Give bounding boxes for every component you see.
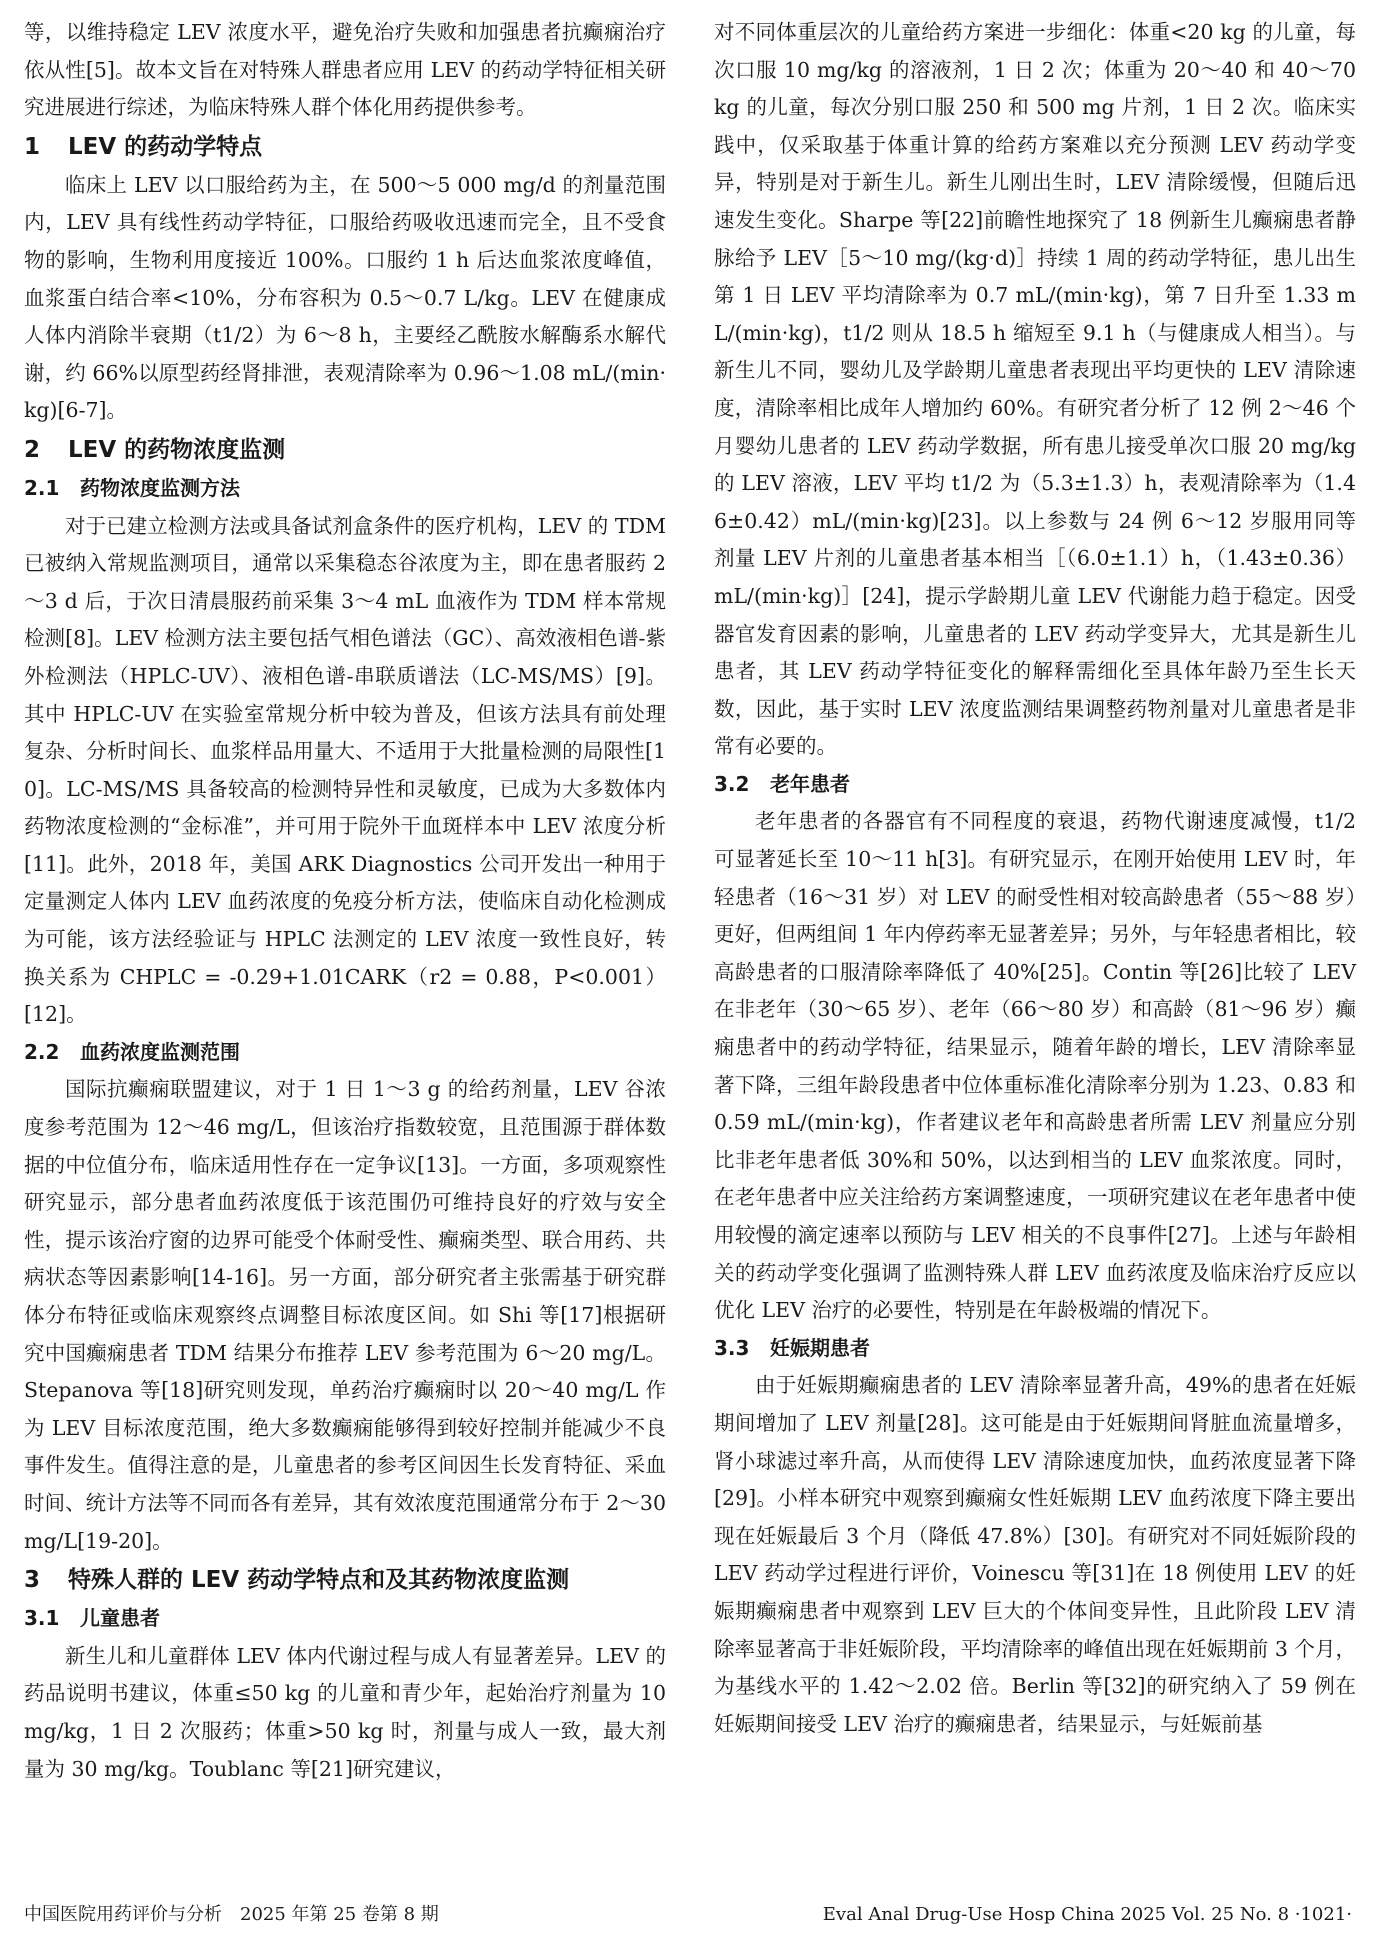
left-column xyxy=(24,14,666,1788)
right-column xyxy=(714,14,1356,1743)
section-title: 儿童患者 xyxy=(80,1606,160,1631)
section-title: 妊娠期患者 xyxy=(770,1335,870,1360)
section-number: 3.2 xyxy=(714,771,750,796)
section-3-1-heading xyxy=(24,1600,666,1638)
section-2-1-paragraph: 对于已建立检测方法或具备试剂盒条件的医疗机构，LEV 的 TDM 已被纳入常规监测项目，通常以采集稳态谷浓度为主，即在患者服药 2～3 d 后，于次日清晨服药前采集 3～4 mL 血液作为 TDM 样本常规检测[8]。LEV 检测方法主要包括气相色谱法（GC）、高效液相色谱-紫外检测法（HPLC-UV）、液相色谱-串联质谱法（LC-MS/MS）[9]。其中 HPLC-UV 在实验室常规分析中较为普及，但该方法具有前处理复杂、分析时间长、血浆样品用量大、不适用于大批量检测的局限性[10]。LC-MS/MS 具备较高的检测特异性和灵敏度，已成为大多数体内药物浓度检测的“金标准”，并可用于院外干血斑样本中 LEV 浓度分析[11]。此外，2018 年，美国 ARK Diagnostics 公司开发出一种用于定量测定人体内 LEV 血药浓度的免疫分析方法，使临床自动化检测成为可能，该方法经验证与 HPLC 法测定的 LEV 浓度一致性良好，转换关系为 CHPLC = -0.29+1.01CARK（r2 = 0.88，P<0.001）[12]。 xyxy=(24,513,666,1027)
journal-name-footer: 中国医院用药评价与分析 2025 年第 25 卷第 8 期 xyxy=(24,1904,439,1925)
article-page xyxy=(24,14,1356,1874)
section-3-3-heading xyxy=(714,1330,1356,1368)
section-3-2-paragraph: 老年患者的各器官有不同程度的衰退，药物代谢速度减慢，t1/2 可显著延长至 10～11 h[3]。有研究显示，在刚开始使用 LEV 时，年轻患者（16～31 岁）对 LEV 的耐受性相对较高龄患者（55～88 岁）更好，但两组间 1 年内停药率无显著差异；另外，与年轻患者相比，较高龄患者的口服清除率降低了 40%[25]。Contin 等[26]比较了 LEV 在非老年（30～65 岁）、老年（66～80 岁）和高龄（81～96 岁）癫痫患者中的药动学特征，结果显示，随着年龄的增长，LEV 清除率显著下降，三组年龄段患者中位体重标准化清除率分别为 1.23、0.83 和 0.59 mL/(min·kg)，作者建议老年和高龄患者所需 LEV 剂量应分别比非老年患者低 30%和 50%，以达到相当的 LEV 血浆浓度。同时，在老年患者中应关注给药方案调整速度，一项研究建议在老年患者中使用较慢的滴定速率以预防与 LEV 相关的不良事件[27]。上述与年龄相关的药动学变化强调了监测特殊人群 LEV 血药浓度及临床治疗反应以优化 LEV 治疗的必要性，特别是在年龄极端的情况下。 xyxy=(714,809,1356,1323)
page-footer xyxy=(24,1900,1352,1930)
section-number: 2.1 xyxy=(24,475,60,500)
section-3-heading xyxy=(24,1560,666,1600)
section-2-2-paragraph: 国际抗癫痫联盟建议，对于 1 日 1～3 g 的给药剂量，LEV 谷浓度参考范围为 12～46 mg/L，但该治疗指数较宽，且范围源于群体数据的中位值分布，临床适用性存在一定争议[13]。一方面，多项观察性研究显示，部分患者血药浓度低于该范围仍可维持良好的疗效与安全性，提示该治疗窗的边界可能受个体耐受性、癫痫类型、联合用药、共病状态等因素影响[14-16]。另一方面，部分研究者主张需基于研究群体分布特征或临床观察终点调整目标浓度区间。如 Shi 等[17]根据研究中国癫痫患者 TDM 结果分布推荐 LEV 参考范围为 6～20 mg/L。Stepanova 等[18]研究则发现，单药治疗癫痫时以 20～40 mg/L 作为 LEV 目标浓度范围，绝大多数癫痫能够得到较好控制并能减少不良事件发生。值得注意的是，儿童患者的参考区间因生长发育特征、采血时间、统计方法等不同而各有差异，其有效浓度范围通常分布于 2～30 mg/L[19-20]。 xyxy=(24,1077,666,1553)
section-number: 3.1 xyxy=(24,1606,60,1631)
section-number: 2.2 xyxy=(24,1039,60,1064)
section-2-heading xyxy=(24,430,666,470)
section-3-1-paragraph: 新生儿和儿童群体 LEV 体内代谢过程与成人有显著差异。LEV 的药品说明书建议，体重≤50 kg 的儿童和青少年，起始治疗剂量为 10 mg/kg，1 日 2 次服药；体重>50 kg 时，剂量与成人一致，最大剂量为 30 mg/kg。Toublanc 等[21]研究建议， xyxy=(24,1643,666,1781)
section-title: 药物浓度监测方法 xyxy=(80,475,240,500)
intro-paragraph: 等，以维持稳定 LEV 浓度水平，避免治疗失败和加强患者抗癫痫治疗依从性[5]。故本文旨在对特殊人群患者应用 LEV 的药动学特征相关研究进展进行综述，为临床特殊人群个体化用药提供参考。 xyxy=(24,20,666,120)
section-number: 2 xyxy=(24,436,41,463)
section-title: 老年患者 xyxy=(770,771,850,796)
section-3-2-heading xyxy=(714,766,1356,804)
section-title: LEV 的药动学特点 xyxy=(68,133,263,160)
section-title: 血药浓度监测范围 xyxy=(80,1039,240,1064)
section-1-paragraph: 临床上 LEV 以口服给药为主，在 500～5 000 mg/d 的剂量范围内，LEV 具有线性药动学特征，口服给药吸收迅速而完全，且不受食物的影响，生物利用度接近 100%。口服约 1 h 后达血浆浓度峰值，血浆蛋白结合率<10%，分布容积为 0.5～0.7 L/kg。LEV 在健康成人体内消除半衰期（t1/2）为 6～8 h，主要经乙酰胺水解酶系水解代谢，约 66%以原型药经肾排泄，表观清除率为 0.96～1.08 mL/(min·kg)[6-7]。 xyxy=(24,172,666,423)
section-title: LEV 的药物浓度监测 xyxy=(68,436,286,463)
journal-citation-footer: Eval Anal Drug-Use Hosp China 2025 Vol. 25 No. 8 ·1021· xyxy=(822,1904,1352,1925)
section-3-3-paragraph: 由于妊娠期癫痫患者的 LEV 清除率显著升高，49%的患者在妊娠期间增加了 LEV 剂量[28]。这可能是由于妊娠期间肾脏血流量增多，肾小球滤过率升高，从而使得 LEV 清除速度加快，血药浓度显著下降[29]。小样本研究中观察到癫痫女性妊娠期 LEV 血药浓度下降主要出现在妊娠最后 3 个月（降低 47.8%）[30]。有研究对不同妊娠阶段的 LEV 药动学过程进行评价，Voinescu 等[31]在 18 例使用 LEV 的妊娠期癫痫患者中观察到 LEV 巨大的个体间变异性，且此阶段 LEV 清除率显著高于非妊娠阶段，平均清除率的峰值出现在妊娠期前 3 个月，为基线水平的 1.42～2.02 倍。Berlin 等[32]的研究纳入了 59 例在妊娠期间接受 LEV 治疗的癫痫患者，结果显示，与妊娠前基 xyxy=(714,1373,1356,1736)
section-2-1-heading xyxy=(24,470,666,508)
section-number: 1 xyxy=(24,133,41,160)
section-1-heading xyxy=(24,127,666,167)
section-number: 3 xyxy=(24,1567,41,1594)
section-title: 特殊人群的 LEV 药动学特点和及其药物浓度监测 xyxy=(68,1567,570,1594)
section-number: 3.3 xyxy=(714,1335,750,1360)
section-2-2-heading xyxy=(24,1034,666,1072)
section-3-1-continued-paragraph: 对不同体重层次的儿童给药方案进一步细化：体重<20 kg 的儿童，每次口服 10 mg/kg 的溶液剂，1 日 2 次；体重为 20～40 和 40～70 kg 的儿童，每次分别口服 250 和 500 mg 片剂，1 日 2 次。临床实践中，仅采取基于体重计算的给药方案难以充分预测 LEV 药动学变异，特别是对于新生儿。新生儿刚出生时，LEV 清除缓慢，但随后迅速发生变化。Sharpe 等[22]前瞻性地探究了 18 例新生儿癫痫患者静脉给予 LEV［5～10 mg/(kg·d)］持续 1 周的药动学特征，患儿出生第 1 日 LEV 平均清除率为 0.7 mL/(min·kg)，第 7 日升至 1.33 mL/(min·kg)，t1/2 则从 18.5 h 缩短至 9.1 h（与健康成人相当）。与新生儿不同，婴幼儿及学龄期儿童患者表现出平均更快的 LEV 清除速度，清除率相比成年人增加约 60%。有研究者分析了 12 例 2～46 个月婴幼儿患者的 LEV 药动学数据，所有患儿接受单次口服 20 mg/kg 的 LEV 溶液，LEV 平均 t1/2 为（5.3±1.3）h，表观清除率为（1.46±0.42）mL/(min·kg)[23]。以上参数与 24 例 6～12 岁服用同等剂量 LEV 片剂的儿童患者基本相当［（6.0±1.1）h，（1.43±0.36）mL/(min·kg)］[24]，提示学龄期儿童 LEV 代谢能力趋于稳定。因受器官发育因素的影响，儿童患者的 LEV 药动学变异大，尤其是新生儿患者，其 LEV 药动学特征变化的解释需细化至具体年龄乃至生长天数，因此，基于实时 LEV 浓度监测结果调整药物剂量对儿童患者是非常有必要的。 xyxy=(714,20,1356,759)
